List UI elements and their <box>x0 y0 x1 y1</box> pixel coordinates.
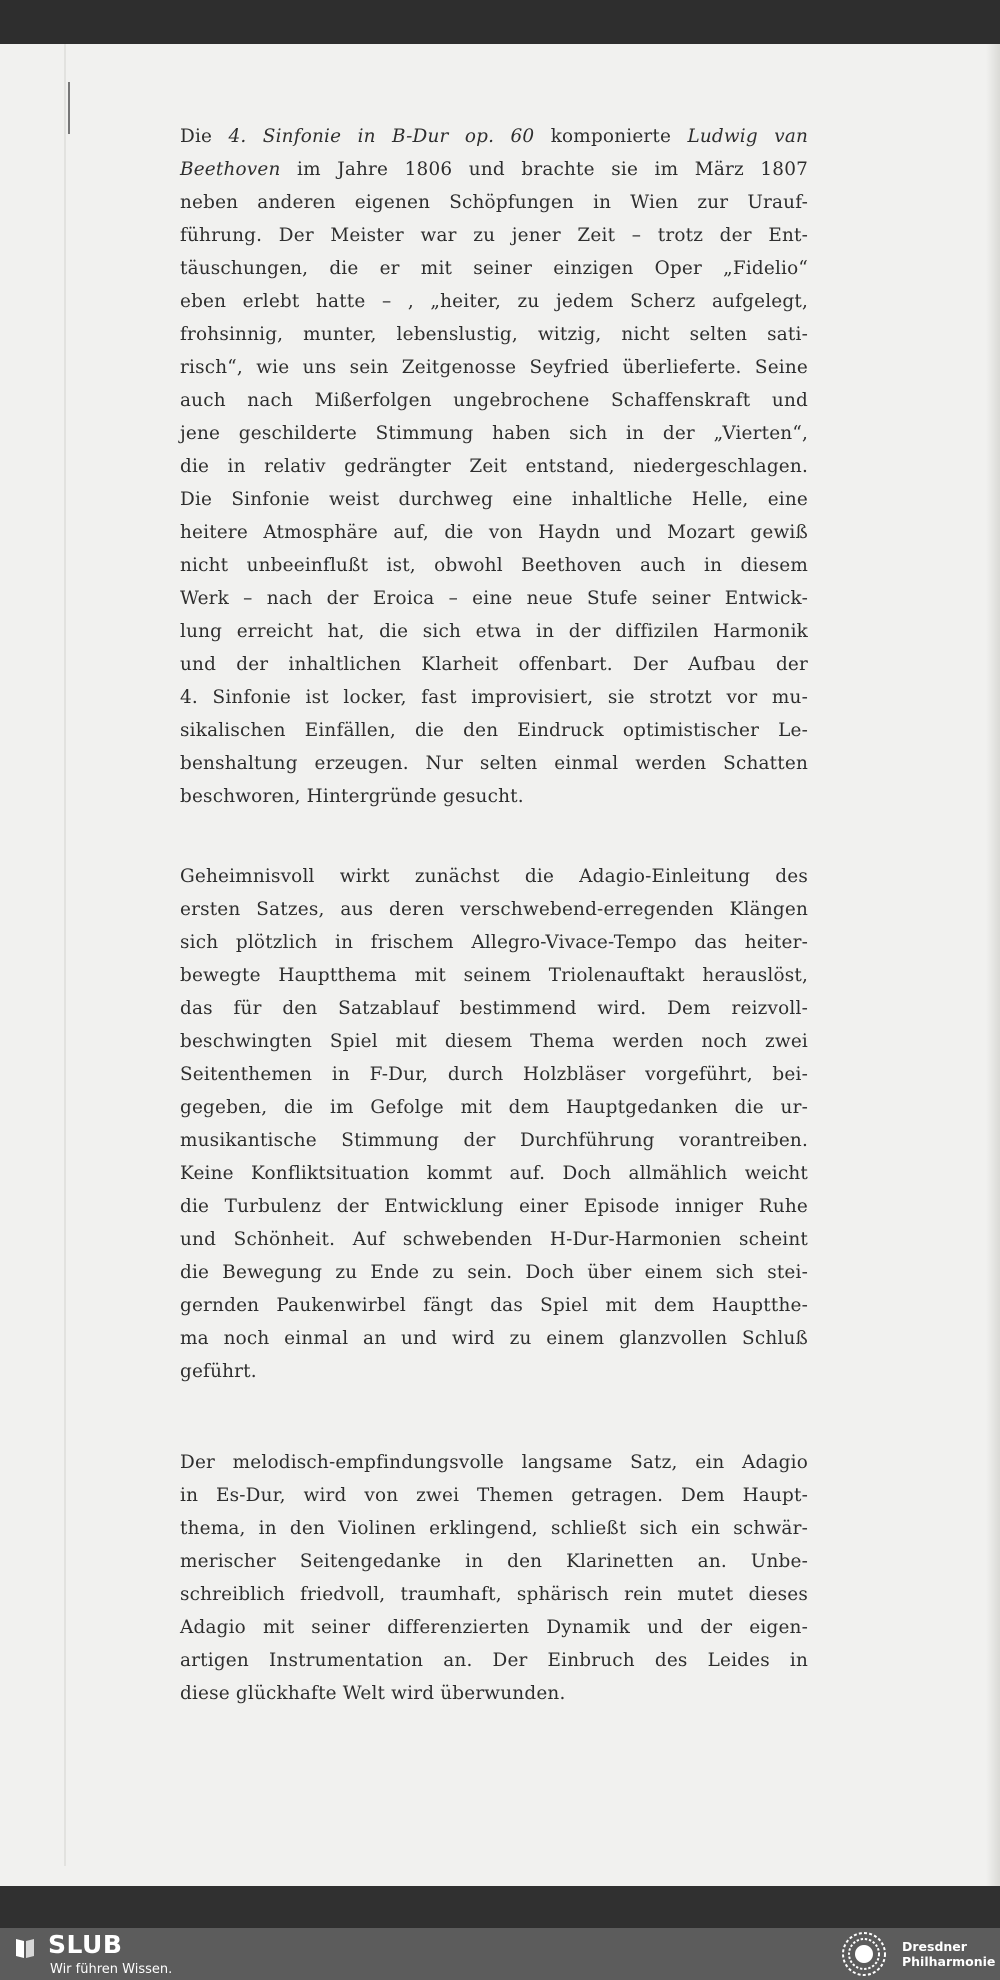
text-line <box>180 1157 808 1190</box>
text-line <box>180 681 808 714</box>
text-segment: risch“, wie uns sein Zeitgenosse Seyfried überlieferte. Seine <box>180 357 808 378</box>
italic-text: 4. Sinfonie in B-Dur op. 60 <box>228 126 535 147</box>
text-segment: diese glückhafte Welt wird überwunden. <box>180 1683 566 1704</box>
text-line <box>180 252 808 285</box>
text-segment: Seitenthemen in F-Dur, durch Holzbläser vorgeführt, bei- <box>180 1064 808 1085</box>
text-line <box>180 1190 808 1223</box>
text-segment: thema, in den Violinen erklingend, schließt sich ein schwär- <box>180 1518 808 1539</box>
text-line <box>180 959 808 992</box>
philharmonie-name-line1: Dresdner <box>902 1939 967 1954</box>
text-segment: Geheimnisvoll wirkt zunächst die Adagio-Einleitung des <box>180 866 808 887</box>
text-segment: heitere Atmosphäre auf, die von Haydn und Mozart gewiß <box>180 522 808 543</box>
text-segment: frohsinnig, munter, lebenslustig, witzig, nicht selten sati- <box>180 324 808 345</box>
text-line <box>180 714 808 747</box>
text-segment: eben erlebt hatte – , „heiter, zu jedem Scherz aufgelegt, <box>180 291 808 312</box>
footer-bar <box>0 1928 1000 1980</box>
text-line <box>180 1479 808 1512</box>
text-segment: ma noch einmal an und wird zu einem glanzvollen Schluß <box>180 1328 808 1349</box>
philharmonie-name <box>902 1939 995 1969</box>
text-line <box>180 285 808 318</box>
text-segment: in Es-Dur, wird von zwei Themen getragen. Dem Haupt- <box>180 1485 808 1506</box>
text-segment: im Jahre 1806 und brachte sie im März 1807 <box>280 159 808 180</box>
text-segment: beschwingten Spiel mit diesem Thema werden noch zwei <box>180 1031 808 1052</box>
text-segment: Die Sinfonie weist durchweg eine inhaltliche Helle, eine <box>180 489 808 510</box>
paragraph-adagio <box>180 1446 808 1710</box>
text-segment: schreiblich friedvoll, traumhaft, sphärisch rein mutet dieses <box>180 1584 808 1605</box>
text-segment: Keine Konfliktsituation kommt auf. Doch allmählich weicht <box>180 1163 808 1184</box>
scan-bottom-border <box>0 1886 1000 1928</box>
philharmonie-name-line2: Philharmonie <box>902 1954 996 1969</box>
scan-top-border <box>0 0 1000 44</box>
text-line <box>180 1355 808 1388</box>
text-line <box>180 384 808 417</box>
text-line <box>180 1223 808 1256</box>
text-line <box>180 1289 808 1322</box>
text-segment: die in relativ gedrängter Zeit entstand, niedergeschlagen. <box>180 456 808 477</box>
italic-text: Beethoven <box>180 159 281 180</box>
text-segment: gernden Paukenwirbel fängt das Spiel mit dem Hauptthe- <box>180 1295 808 1316</box>
page-right-edge <box>986 44 1000 1886</box>
text-line <box>180 1124 808 1157</box>
text-line <box>180 351 808 384</box>
text-segment: ersten Satzes, aus deren verschwebend-erregenden Klängen <box>180 899 808 920</box>
text-segment: beschworen, Hintergründe gesucht. <box>180 786 524 807</box>
slub-logo-text[interactable]: SLUB <box>48 1930 123 1959</box>
text-segment: auch nach Mißerfolgen ungebrochene Schaffenskraft und <box>180 390 808 411</box>
text-segment: Der melodisch-empfindungsvolle langsame Satz, ein Adagio <box>180 1452 808 1473</box>
text-line <box>180 1058 808 1091</box>
text-line <box>180 1256 808 1289</box>
text-segment: und Schönheit. Auf schwebenden H-Dur-Harmonien scheint <box>180 1229 808 1250</box>
text-segment: Die <box>180 126 229 147</box>
text-segment: lung erreicht hat, die sich etwa in der diffizilen Harmonik <box>180 621 808 642</box>
text-segment: sich plötzlich in frischem Allegro-Vivace-Tempo das heiter- <box>180 932 808 953</box>
text-segment: führung. Der Meister war zu jener Zeit – trotz der Ent- <box>180 225 808 246</box>
text-segment: merischer Seitengedanke in den Klarinetten an. Unbe- <box>180 1551 808 1572</box>
text-segment: das für den Satzablauf bestimmend wird. Dem reizvoll- <box>180 998 808 1019</box>
slub-book-icon <box>14 1936 38 1960</box>
text-line <box>180 1512 808 1545</box>
text-segment: die Turbulenz der Entwicklung einer Episode inniger Ruhe <box>180 1196 808 1217</box>
text-line <box>180 780 808 813</box>
text-line <box>180 615 808 648</box>
text-segment: Adagio mit seiner differenzierten Dynamik und der eigen- <box>180 1617 808 1638</box>
text-line <box>180 1578 808 1611</box>
text-line <box>180 1611 808 1644</box>
paragraph-intro <box>180 120 808 813</box>
slub-tagline: Wir führen Wissen. <box>50 1962 173 1977</box>
text-segment: jene geschilderte Stimmung haben sich in der „Vierten“, <box>180 423 808 444</box>
text-segment: sikalischen Einfällen, die den Eindruck optimistischer Le- <box>180 720 808 741</box>
text-line <box>180 747 808 780</box>
text-segment: gegeben, die im Gefolge mit dem Hauptgedanken die ur- <box>180 1097 808 1118</box>
text-line <box>180 893 808 926</box>
text-line <box>180 153 808 186</box>
text-segment: neben anderen eigenen Schöpfungen in Wien zur Urauf- <box>180 192 808 213</box>
text-line <box>180 1545 808 1578</box>
text-line <box>180 1677 808 1710</box>
paragraph-first-movement <box>180 860 808 1388</box>
text-segment: 4. Sinfonie ist locker, fast improvisiert, sie strotzt vor mu- <box>180 687 808 708</box>
text-segment: und der inhaltlichen Klarheit offenbart. Der Aufbau der <box>180 654 808 675</box>
text-segment: Werk – nach der Eroica – eine neue Stufe seiner Entwick- <box>180 588 808 609</box>
text-line <box>180 417 808 450</box>
italic-text: Ludwig van <box>687 126 809 147</box>
philharmonie-logo-icon[interactable] <box>840 1930 888 1978</box>
text-line <box>180 1446 808 1479</box>
text-line <box>180 1644 808 1677</box>
text-line <box>180 648 808 681</box>
text-line <box>180 582 808 615</box>
text-line <box>180 1322 808 1355</box>
text-line <box>180 1091 808 1124</box>
text-line <box>180 860 808 893</box>
text-segment: täuschungen, die er mit seiner einzigen Oper „Fidelio“ <box>180 258 808 279</box>
text-segment: benshaltung erzeugen. Nur selten einmal werden Schatten <box>180 753 808 774</box>
text-segment: artigen Instrumentation an. Der Einbruch des Leides in <box>180 1650 808 1671</box>
text-line <box>180 219 808 252</box>
text-line <box>180 516 808 549</box>
text-segment: komponierte <box>534 126 688 147</box>
text-line <box>180 992 808 1025</box>
text-line <box>180 318 808 351</box>
text-line <box>180 926 808 959</box>
text-line <box>180 450 808 483</box>
text-segment: nicht unbeeinflußt ist, obwohl Beethoven auch in diesem <box>180 555 808 576</box>
text-segment: geführt. <box>180 1361 257 1382</box>
text-line <box>180 120 808 153</box>
text-segment: die Bewegung zu Ende zu sein. Doch über einem sich stei- <box>180 1262 808 1283</box>
text-line <box>180 1025 808 1058</box>
page-fold-mark <box>68 82 70 134</box>
text-segment: bewegte Hauptthema mit seinem Triolenauftakt herauslöst, <box>180 965 808 986</box>
page-fold-line <box>64 44 66 1866</box>
text-segment: musikantische Stimmung der Durchführung vorantreiben. <box>180 1130 808 1151</box>
text-line <box>180 186 808 219</box>
text-line <box>180 549 808 582</box>
text-line <box>180 483 808 516</box>
